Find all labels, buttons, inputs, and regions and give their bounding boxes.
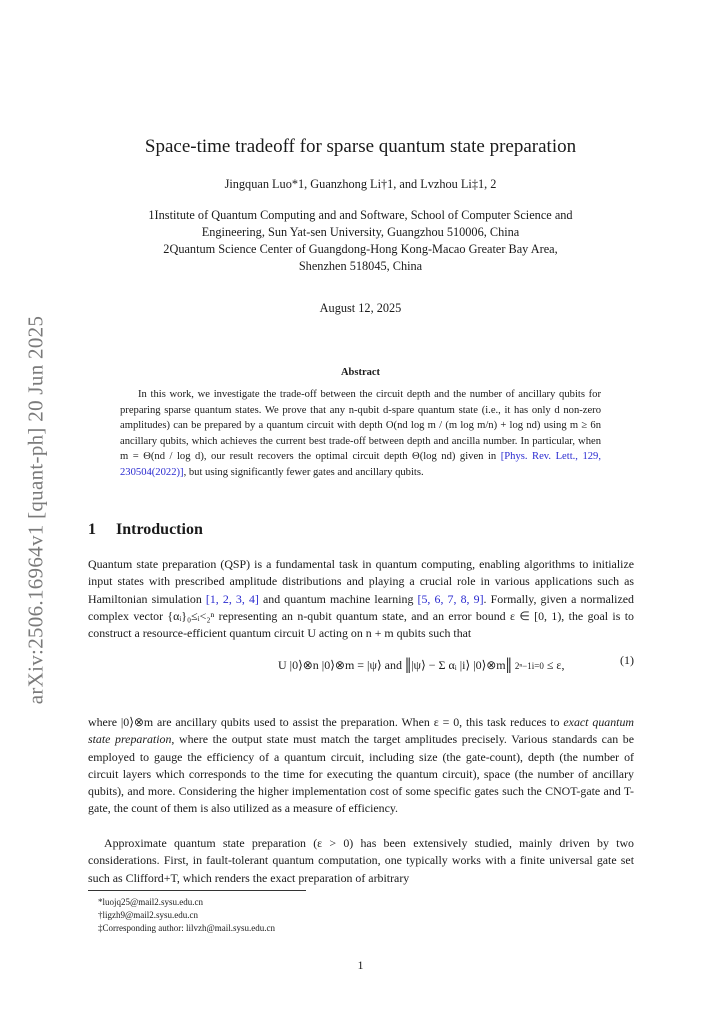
sum-limits: [515, 661, 544, 671]
abstract-heading: Abstract: [340, 367, 381, 378]
paper-title: Space-time tradeoff for sparse quantum state preparation: [144, 136, 577, 157]
emphasis-text: exact quantum state preparation: [88, 715, 634, 747]
affiliation-line: 2Quantum Science Center of Guangdong-Hong Kong-Macao Greater Bay Area,: [163, 242, 558, 256]
equation-rhs: ≤ ε,: [546, 657, 565, 672]
citation-link[interactable]: [1, 2, 3, 4]: [205, 591, 259, 606]
authors: Jingquan Luo*1, Guanzhong Li†1, and Lvzhou Li‡1, 2: [224, 177, 497, 191]
paragraph-text: Approximate quantum state preparation (ε > 0) has been extensively studied, mainly driven by two considerations. First, in fault-tolerant quantum computation, one typically works with a finite universal gate set such as Clifford+T, which renders the exact preparation of arbitrary: [88, 836, 634, 885]
abstract-text: using m ≥ 6n ancillary qubits, which achieves the current best trade-off between depth and ancilla number. In particular, when m = Θ(nd / log d), our result recovers the optimal circuit depth Θ(log nd) given in: [120, 420, 601, 462]
abstract-text: In this work, we investigate the trade-off between the circuit depth and the number of ancillary qubits for preparing sparse quantum states. We prove that any n-qubit d-spare quantum state (i.e., it has only d non-zero amplitudes) can be prepared by a quantum circuit with depth: [120, 389, 601, 431]
affiliation-line: Shenzhen 518045, China: [298, 259, 423, 273]
intro-paragraph: [88, 556, 634, 642]
footnote: *luojq25@mail2.sysu.edu.cn: [98, 897, 204, 907]
equation-body: U |0⟩⊗n |0⟩⊗m = |ψ⟩ and ‖|ψ⟩ − Σ αᵢ |i⟩ |0⟩⊗m‖ 2ⁿ−1i=0 ≤ ε,: [278, 653, 565, 678]
abstract-body: [120, 387, 601, 480]
equation-lhs: U |0⟩⊗n |0⟩⊗m = |ψ⟩ and: [278, 657, 402, 672]
equation-1: [88, 645, 634, 695]
affiliation-line: Engineering, Sun Yat-sen University, Guangzhou 510006, China: [201, 225, 520, 239]
citation-link[interactable]: [Phys. Rev. Lett., 129, 230504(2022)]: [120, 451, 601, 478]
paragraph-text: , where the output state must match the target amplitudes precisely. Various standards can be employed to gauge the efficiency of a quantum circuit, including size (the gate-count), depth (the number of circuit layers which corresponds to the time for executing the quantum circuit), space (the number of ancillary qubits), and more. Considering the higher implementation cost of some specific gates such the CNOT-gate and T-gate, the count of them is also utilized as a measure of efficiency.: [88, 732, 634, 816]
intro-paragraph: [88, 835, 634, 887]
abstract-text: , but using significantly fewer gates and ancillary qubits.: [183, 466, 424, 478]
date: August 12, 2025: [319, 301, 402, 315]
equation-norm: |ψ⟩ − Σ αᵢ |i⟩ |0⟩⊗m: [411, 657, 506, 672]
section-number: 1: [88, 521, 96, 538]
paragraph-text: . Formally, given a normalized complex vector {αᵢ}₀≤ᵢ<₂ⁿ representing an n-qubit quantum state, and an error bound ε ∈ [0, 1), the goal is to construct a resource-efficient quantum circuit U acting on n + m qubits such that: [88, 591, 634, 641]
page-number: 1: [357, 958, 364, 972]
arxiv-stamp: [14, 280, 58, 740]
equation-number: (1): [620, 653, 634, 667]
depth-formula: O(nd log m / (m log m/n) + log nd): [385, 420, 541, 431]
intro-paragraph: [88, 714, 634, 818]
paragraph-text: Quantum state preparation (QSP) is a fundamental task in quantum computing, enabling algorithms to initialize input states with prescribed amplitude distributions and playing a crucial role in various applications such as Hamiltonian simulation: [88, 557, 634, 606]
affiliation-line: 1Institute of Quantum Computing and and Software, School of Computer Science and: [148, 208, 573, 222]
citation-link[interactable]: [5, 6, 7, 8, 9]: [417, 591, 484, 606]
section-heading: [88, 521, 203, 539]
sum-lower: i=0: [531, 661, 544, 671]
footnote-rule: [88, 890, 306, 891]
section-title: Introduction: [116, 521, 203, 538]
footnote: ‡Corresponding author: lilvzh@mail.sysu.edu.cn: [98, 923, 276, 933]
footnote: †ligzh9@mail2.sysu.edu.cn: [98, 910, 199, 920]
sum-upper: 2ⁿ−1: [514, 661, 532, 671]
paragraph-text: and quantum machine learning: [258, 591, 418, 606]
paragraph-text: where |0⟩⊗m are ancillary qubits used to assist the preparation. When ε = 0, this task reduces to: [88, 715, 564, 729]
arxiv-id: arXiv:2506.16964v1 [quant-ph] 20 Jun 2025: [23, 315, 48, 705]
